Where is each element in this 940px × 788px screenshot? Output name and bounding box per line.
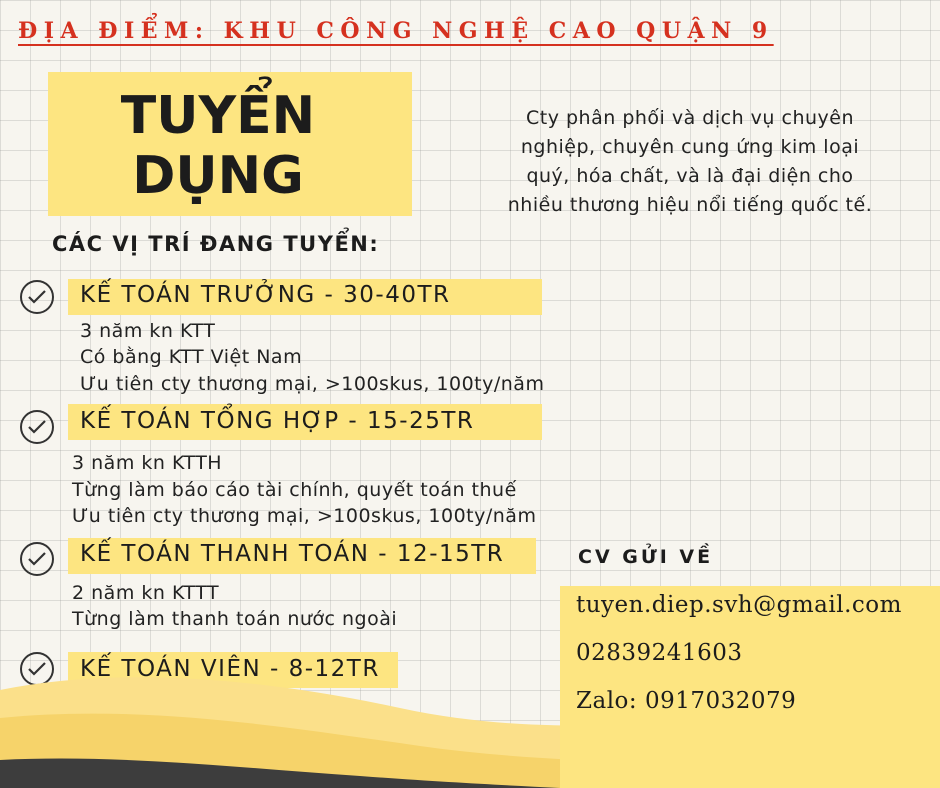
company-intro	[470, 104, 910, 220]
job-title: KẾ TOÁN THANH TOÁN - 12-15TR	[80, 541, 505, 567]
cv-heading: CV GỬI VỀ	[578, 546, 714, 568]
job-requirement: Ưu tiên cty thương mại, >100skus, 100ty/năm	[72, 505, 537, 527]
hero-title	[48, 86, 388, 206]
intro-line: Cty phân phối và dịch vụ chuyên	[526, 107, 854, 129]
checkmark-icon	[20, 410, 54, 444]
location-heading: ĐỊA ĐIỂM: KHU CÔNG NGHỆ CAO QUẬN 9	[18, 18, 774, 44]
job-title: KẾ TOÁN TỔNG HỢP - 15-25TR	[80, 408, 475, 434]
job-title: KẾ TOÁN VIÊN - 8-12TR	[80, 656, 380, 682]
intro-line: nghiệp, chuyên cung ứng kim loại	[520, 136, 860, 158]
checkmark-icon	[20, 280, 54, 314]
job-requirement: Từng làm thanh toán nước ngoài	[72, 608, 398, 630]
job-requirement: 3 năm kn KTTH	[72, 452, 223, 474]
contact-zalo[interactable]: Zalo: 0917032079	[576, 688, 797, 714]
job-requirement: 2 năm kn KTTT	[72, 582, 220, 604]
hero-title-line2: DỤNG	[132, 146, 304, 206]
job-requirement: 3 năm kn KTT	[80, 320, 216, 342]
job-requirement: Từng làm báo cáo tài chính, quyết toán thuế	[72, 479, 517, 501]
positions-heading: CÁC VỊ TRÍ ĐANG TUYỂN:	[52, 232, 380, 256]
intro-line: quý, hóa chất, và là đại diện cho	[526, 165, 854, 187]
job-title: KẾ TOÁN TRƯỞNG - 30-40TR	[80, 282, 451, 308]
hero-title-line1: TUYỂN	[120, 86, 316, 146]
contact-phone[interactable]: 02839241603	[576, 640, 743, 666]
job-requirement: Ưu tiên cty thương mại, >100skus, 100ty/năm	[80, 373, 545, 395]
checkmark-icon	[20, 542, 54, 576]
job-requirement: Có bằng KTT Việt Nam	[80, 346, 303, 368]
intro-line: nhiều thương hiệu nổi tiếng quốc tế.	[507, 194, 873, 216]
contact-email[interactable]: tuyen.diep.svh@gmail.com	[576, 592, 902, 618]
